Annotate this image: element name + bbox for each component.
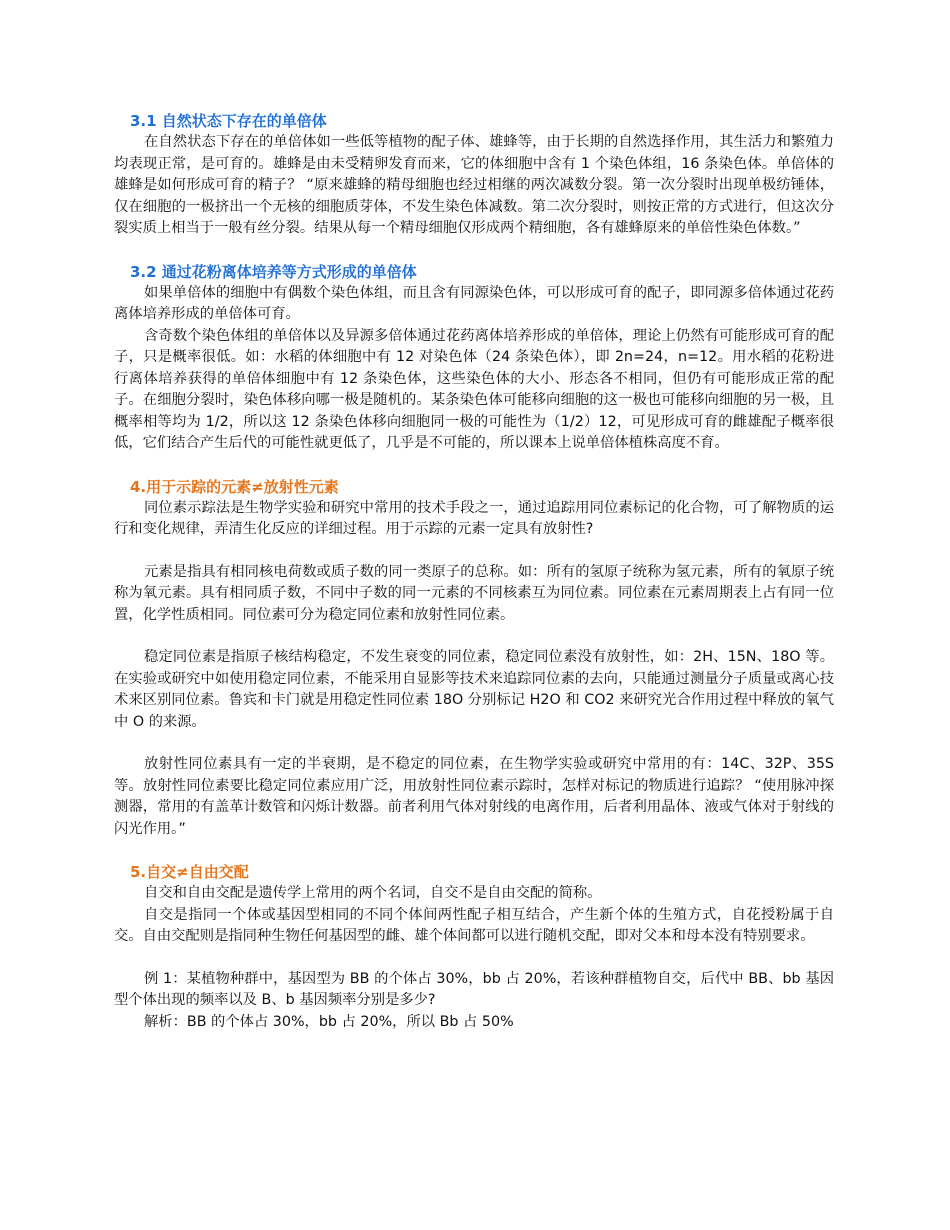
section-heading-5: 5.自交≠自由交配 xyxy=(130,863,249,881)
paragraph: 放射性同位素具有一定的半衰期，是不稳定的同位素，在生物学实验或研究中常用的有：14C、32P、35S 等。放射性同位素要比稳定同位素应用广泛，用放射性同位素示踪时，怎样对标记的物质进行追踪？ “使用脉冲探测器，常用的有盖革计数管和闪烁计数器。前者利用气体对射线的电离作用，后者利用晶体、液或气体对于射线的闪光作用。” xyxy=(114,756,834,837)
paragraph: 如果单倍体的细胞中有偶数个染色体组，而且含有同源染色体，可以形成可育的配子，即同源多倍体通过花药离体培养形成的单倍体可育。 xyxy=(114,284,834,322)
paragraph: 自交和自由交配是遗传学上常用的两个名词，自交不是自由交配的简称。 xyxy=(144,885,602,901)
document-page xyxy=(114,110,834,1033)
section-heading-3-1: 3.1 自然状态下存在的单倍体 xyxy=(130,112,327,130)
paragraph: 同位素示踪法是生物学实验和研究中常用的技术手段之一，通过追踪用同位素标记的化合物，可了解物质的运行和变化规律，弄清生化反应的详细过程。用于示踪的元素一定具有放射性? xyxy=(114,499,834,537)
paragraph: 稳定同位素是指原子核结构稳定，不发生衰变的同位素，稳定同位素没有放射性，如：2H、15N、18O 等。在实验或研究中如使用稳定同位素，不能采用自显影等技术来追踪同位素的去向，只能通过测量分子质量或离心技术来区别同位素。鲁宾和卡门就是用稳定性同位素 18O 分别标记 H2O 和 CO2 来研究光合作用过程中释放的氧气中 O 的来源。 xyxy=(114,649,834,730)
section-heading-4: 4.用于示踪的元素≠放射性元素 xyxy=(130,477,339,496)
example-question: 例 1：某植物种群中，基因型为 BB 的个体占 30%，bb 占 20%，若该种群植物自交，后代中 BB、bb 基因型个体出现的频率以及 B、b 基因频率分别是多少? xyxy=(114,970,834,1008)
paragraph: 元素是指具有相同核电荷数或质子数的同一类原子的总称。如：所有的氢原子统称为氢元素，所有的氧原子统称为氧元素。具有相同质子数，不同中子数的同一元素的不同核素互为同位素。同位素在元素周期表上占有同一位置，化学性质相同。同位素可分为稳定同位素和放射性同位素。 xyxy=(114,563,834,623)
example-analysis: 解析：BB 的个体占 30%，bb 占 20%，所以 Bb 占 50% xyxy=(144,1013,514,1030)
paragraph: 含奇数个染色体组的单倍体以及异源多倍体通过花药离体培养形成的单倍体，理论上仍然有可能形成可育的配子，只是概率很低。如：水稻的体细胞中有 12 对染色体（24 条染色体），即 2n=24，n=12。用水稻的花粉进行离体培养获得的单倍体细胞中有 12 条染色体，这些染色体的大小、形态各不相同，但仍有可能形成正常的配子。在细胞分裂时，染色体移向哪一极是随机的。某条染色体可能移向细胞的这一极也可能移向细胞的另一极，且概率相等均为 1/2，所以这 12 条染色体移向细胞同一极的可能性为（1/2）12，可见形成可育的雌雄配子概率很低，它们结合产生后代的可能性就更低了，几乎是不可能的，所以课本上说单倍体植株高度不育。 xyxy=(114,327,834,451)
paragraph: 在自然状态下存在的单倍体如一些低等植物的配子体、雄蜂等，由于长期的自然选择作用，其生活力和繁殖力均表现正常，是可育的。雄蜂是由未受精卵发育而来，它的体细胞中含有 1 个染色体组，16 条染色体。单倍体的雄蜂是如何形成可育的精子？ “原来雄蜂的精母细胞也经过相继的两次减数分裂。第一次分裂时出现单极纺锤体，仅在细胞的一极挤出一个无核的细胞质芽体，不发生染色体减数。第二次分裂时，则按正常的方式进行，但这次分裂实质上相当于一般有丝分裂。结果从每一个精母细胞仅形成两个精细胞，各有雄蜂原来的单倍性染色体数。” xyxy=(114,134,834,236)
section-heading-3-2: 3.2 通过花粉离体培养等方式形成的单倍体 xyxy=(130,262,417,281)
paragraph: 自交是指同一个体或基因型相同的不同个体间两性配子相互结合，产生新个体的生殖方式，自花授粉属于自交。自由交配则是指同种生物任何基因型的雌、雄个体间都可以进行随机交配，即对父本和母本没有特别要求。 xyxy=(114,906,834,944)
